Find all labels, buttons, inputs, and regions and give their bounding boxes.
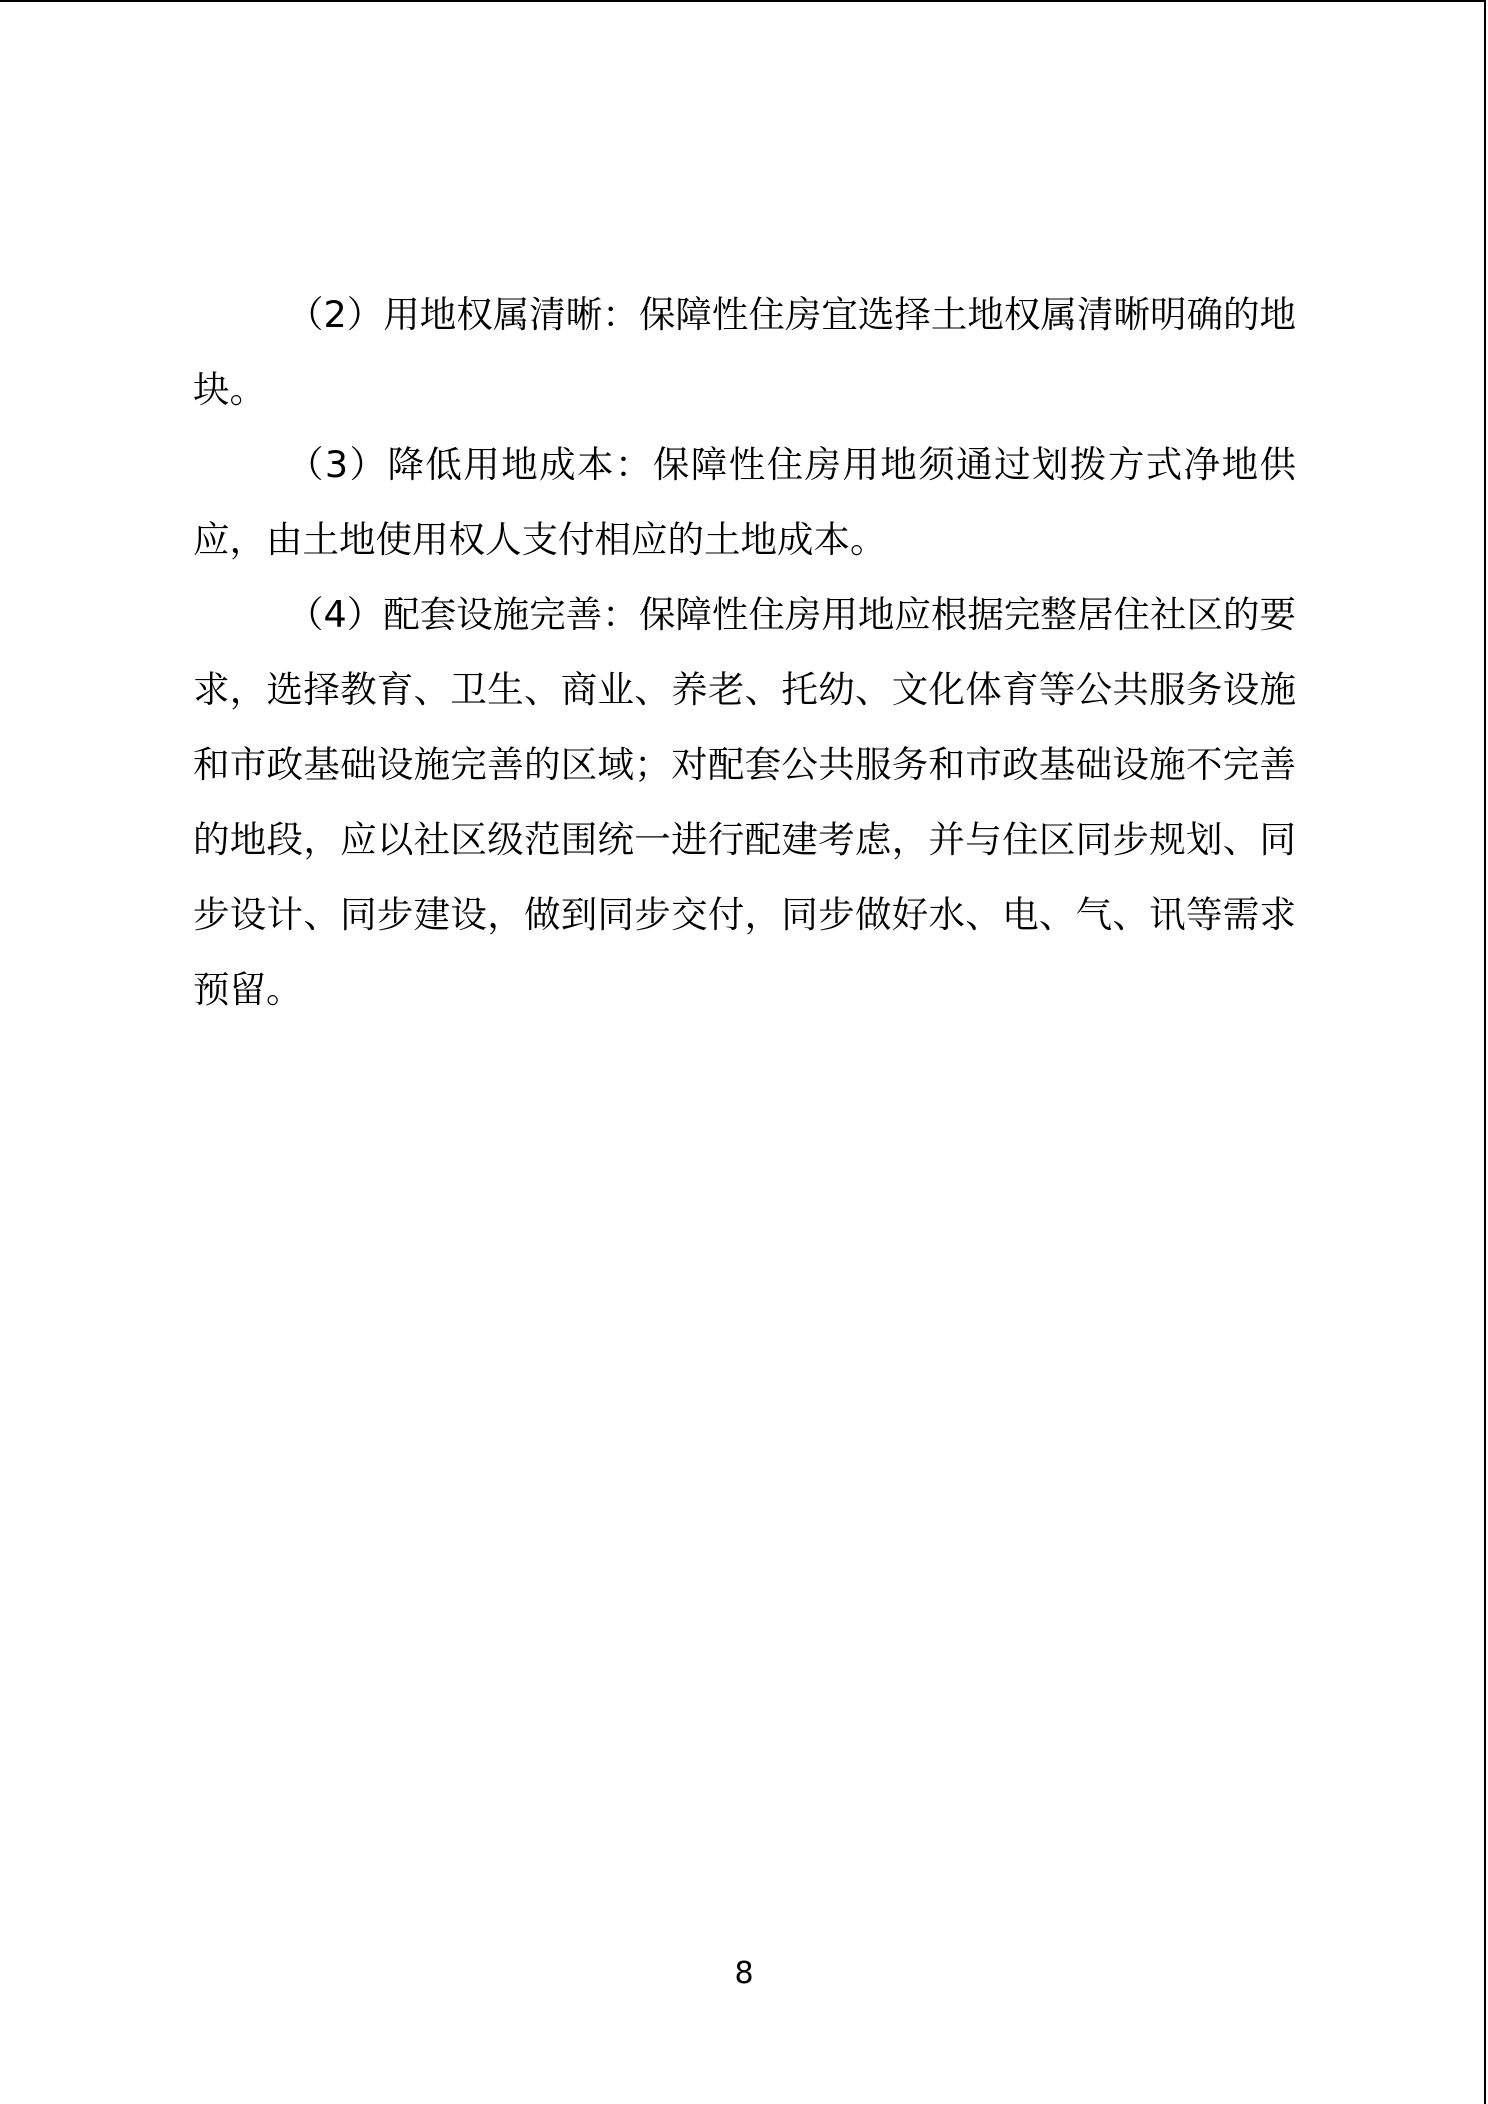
page-number: 8 bbox=[734, 1956, 754, 1991]
paragraph-supporting-facilities: （4）配套设施完善：保障性住房用地应根据完整居住社区的要求，选择教育、卫生、商业、养老、托幼、文化体育等公共服务设施和市政基础设施完善的区域；对配套公共服务和市政基础设施不完善的地段，应以社区级范围统一进行配建考虑，并与住区同步规划、同步设计、同步建设，做到同步交付，同步做好水、电、气、讯等需求预留。 bbox=[193, 593, 1296, 1011]
paragraph-land-ownership: （2）用地权属清晰：保障性住房宜选择土地权属清晰明确的地块。 bbox=[193, 293, 1296, 411]
body-text bbox=[193, 277, 1296, 1027]
paragraph-land-cost: （3）降低用地成本：保障性住房用地须通过划拨方式净地供应，由土地使用权人支付相应的土地成本。 bbox=[193, 443, 1296, 561]
